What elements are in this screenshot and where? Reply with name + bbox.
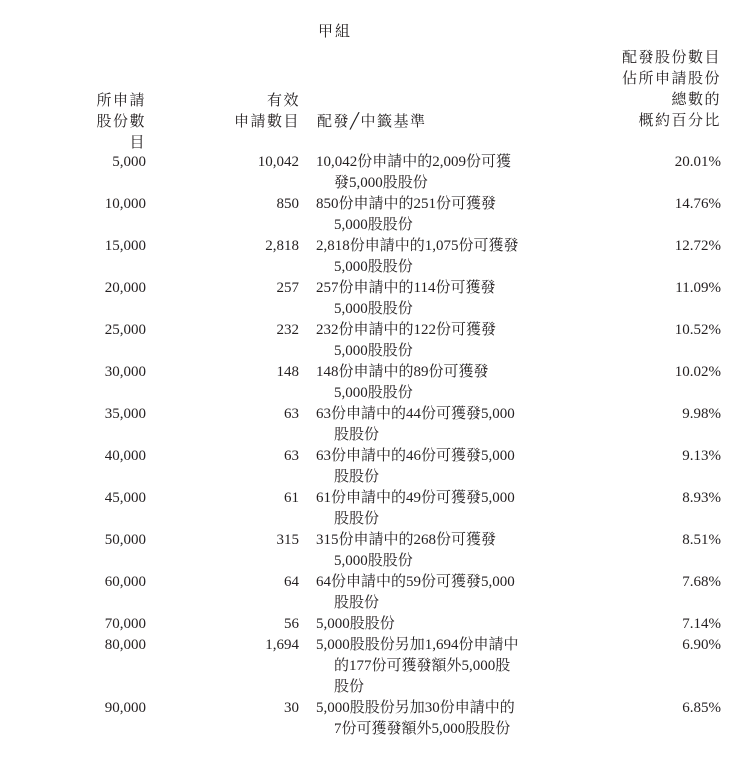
- cell-valid-applications: 63: [284, 448, 299, 464]
- cell-applied-shares: 80,000: [104, 637, 146, 653]
- header-valid-applications: [210, 91, 300, 133]
- cell-applied-shares: 50,000: [104, 532, 146, 548]
- basis-line: 5,000股股份: [334, 217, 413, 233]
- column-gap: [299, 194, 316, 236]
- table-row: [0, 488, 721, 530]
- column-gap: [299, 278, 316, 320]
- cell-valid-applications: 257: [276, 280, 299, 296]
- table-row: [0, 320, 721, 362]
- cell-percentage: 10.52%: [674, 322, 721, 338]
- basis-line: 63份申請中的46份可獲發5,000: [316, 448, 515, 464]
- table-row: [0, 530, 721, 572]
- basis-line: 64份申請中的59份可獲發5,000: [316, 574, 515, 590]
- basis-line: 315份申請中的268份可獲發: [316, 532, 497, 548]
- cell-percentage: 6.90%: [682, 637, 721, 653]
- basis-line: 5,000股股份: [334, 385, 413, 401]
- basis-line: 10,042份申請中的2,009份可獲: [316, 154, 512, 170]
- table-row: [0, 572, 721, 614]
- table-row: [0, 404, 721, 446]
- basis-line: 5,000股股份: [334, 343, 413, 359]
- cell-percentage: 10.02%: [674, 364, 721, 380]
- allotment-table: [0, 152, 721, 740]
- cell-allotment-basis: [316, 614, 586, 635]
- cell-allotment-basis: [316, 236, 586, 278]
- cell-allotment-basis: [316, 362, 586, 404]
- cell-applied-shares: 15,000: [104, 238, 146, 254]
- cell-percentage: 20.01%: [674, 154, 721, 170]
- cell-applied-shares: 25,000: [104, 322, 146, 338]
- cell-applied-shares: 60,000: [104, 574, 146, 590]
- basis-line: 5,000股股份另加1,694份申請中: [316, 637, 519, 653]
- basis-line: 股股份: [334, 469, 380, 485]
- table-row: [0, 278, 721, 320]
- cell-percentage: 8.51%: [682, 532, 721, 548]
- basis-line: 232份申請中的122份可獲發: [316, 322, 497, 338]
- header-applied-shares: [86, 91, 146, 154]
- table-row: [0, 614, 721, 635]
- header-applied-line1: 所申請: [96, 93, 146, 109]
- basis-line: 股份: [334, 679, 365, 695]
- table-row: [0, 152, 721, 194]
- cell-allotment-basis: [316, 446, 586, 488]
- column-gap: [299, 446, 316, 488]
- column-gap: [299, 635, 316, 698]
- cell-applied-shares: 45,000: [104, 490, 146, 506]
- header-valid-line1: 有效: [266, 93, 300, 109]
- basis-line: 148份申請中的89份可獲發: [316, 364, 489, 380]
- cell-valid-applications: 148: [276, 364, 299, 380]
- table-row: [0, 635, 721, 698]
- header-pct-line2: 佔所申請股份: [621, 71, 721, 87]
- cell-percentage: 8.93%: [682, 490, 721, 506]
- header-valid-line2: 申請數目: [233, 114, 300, 130]
- cell-valid-applications: 30: [284, 700, 299, 716]
- cell-allotment-basis: [316, 698, 586, 740]
- cell-valid-applications: 850: [276, 196, 299, 212]
- basis-line: 257份申請中的114份可獲發: [316, 280, 496, 296]
- cell-valid-applications: 64: [284, 574, 299, 590]
- column-gap: [299, 698, 316, 740]
- cell-percentage: 9.13%: [682, 448, 721, 464]
- cell-applied-shares: 70,000: [104, 616, 146, 632]
- cell-percentage: 12.72%: [674, 238, 721, 254]
- group-title: 甲組: [318, 24, 353, 40]
- cell-allotment-basis: [316, 530, 586, 572]
- header-pct-line1: 配發股份數目: [621, 50, 721, 66]
- column-gap: [299, 572, 316, 614]
- table-row: [0, 362, 721, 404]
- cell-applied-shares: 40,000: [104, 448, 146, 464]
- cell-valid-applications: 61: [284, 490, 299, 506]
- basis-line: 5,000股股份: [316, 616, 395, 632]
- cell-percentage: 7.68%: [682, 574, 721, 590]
- column-gap: [299, 320, 316, 362]
- cell-valid-applications: 56: [284, 616, 299, 632]
- cell-percentage: 6.85%: [682, 700, 721, 716]
- cell-applied-shares: 20,000: [104, 280, 146, 296]
- table-row: [0, 698, 721, 740]
- table-row: [0, 236, 721, 278]
- cell-allotment-basis: [316, 404, 586, 446]
- cell-valid-applications: 315: [276, 532, 299, 548]
- cell-valid-applications: 2,818: [265, 238, 299, 254]
- column-gap: [299, 488, 316, 530]
- cell-allotment-basis: [316, 278, 586, 320]
- basis-line: 的177份可獲發額外5,000股: [334, 658, 511, 674]
- cell-applied-shares: 10,000: [104, 196, 146, 212]
- header-pct-line3: 總數的: [671, 92, 721, 108]
- cell-applied-shares: 5,000: [112, 154, 146, 170]
- header-pct-line4: 概約百分比: [638, 113, 721, 129]
- basis-line: 股股份: [334, 511, 380, 527]
- table-row: [0, 446, 721, 488]
- cell-percentage: 7.14%: [682, 616, 721, 632]
- cell-allotment-basis: [316, 488, 586, 530]
- cell-allotment-basis: [316, 194, 586, 236]
- cell-allotment-basis: [316, 152, 586, 194]
- allotment-table-body: [0, 152, 721, 740]
- cell-valid-applications: 10,042: [257, 154, 299, 170]
- column-gap: [299, 362, 316, 404]
- column-gap: [299, 152, 316, 194]
- column-gap: [299, 530, 316, 572]
- cell-allotment-basis: [316, 572, 586, 614]
- cell-percentage: 11.09%: [675, 280, 721, 296]
- basis-line: 發5,000股股份: [334, 175, 428, 191]
- cell-valid-applications: 63: [284, 406, 299, 422]
- table-row: [0, 194, 721, 236]
- cell-allotment-basis: [316, 320, 586, 362]
- basis-line: 5,000股股份: [334, 301, 413, 317]
- basis-line: 61份申請中的49份可獲發5,000: [316, 490, 515, 506]
- column-gap: [299, 614, 316, 635]
- header-applied-line2: 股份數目: [96, 114, 146, 151]
- cell-valid-applications: 1,694: [265, 637, 299, 653]
- basis-line: 7份可獲發額外5,000股股份: [334, 721, 511, 737]
- basis-line: 5,000股股份: [334, 259, 413, 275]
- header-percentage: [590, 48, 721, 132]
- cell-applied-shares: 90,000: [104, 700, 146, 716]
- cell-allotment-basis: [316, 635, 586, 698]
- cell-applied-shares: 30,000: [104, 364, 146, 380]
- cell-applied-shares: 35,000: [104, 406, 146, 422]
- basis-line: 股股份: [334, 595, 380, 611]
- basis-line: 63份申請中的44份可獲發5,000: [316, 406, 515, 422]
- basis-line: 5,000股股份另加30份申請中的: [316, 700, 515, 716]
- basis-line: 850份申請中的251份可獲發: [316, 196, 497, 212]
- basis-line: 2,818份申請中的1,075份可獲發: [316, 238, 519, 254]
- cell-percentage: 9.98%: [682, 406, 721, 422]
- column-gap: [299, 404, 316, 446]
- cell-valid-applications: 232: [276, 322, 299, 338]
- basis-line: 5,000股股份: [334, 553, 413, 569]
- basis-line: 股股份: [334, 427, 380, 443]
- header-allotment-basis: 配發╱中籤基準: [317, 114, 427, 130]
- cell-percentage: 14.76%: [674, 196, 721, 212]
- column-gap: [299, 236, 316, 278]
